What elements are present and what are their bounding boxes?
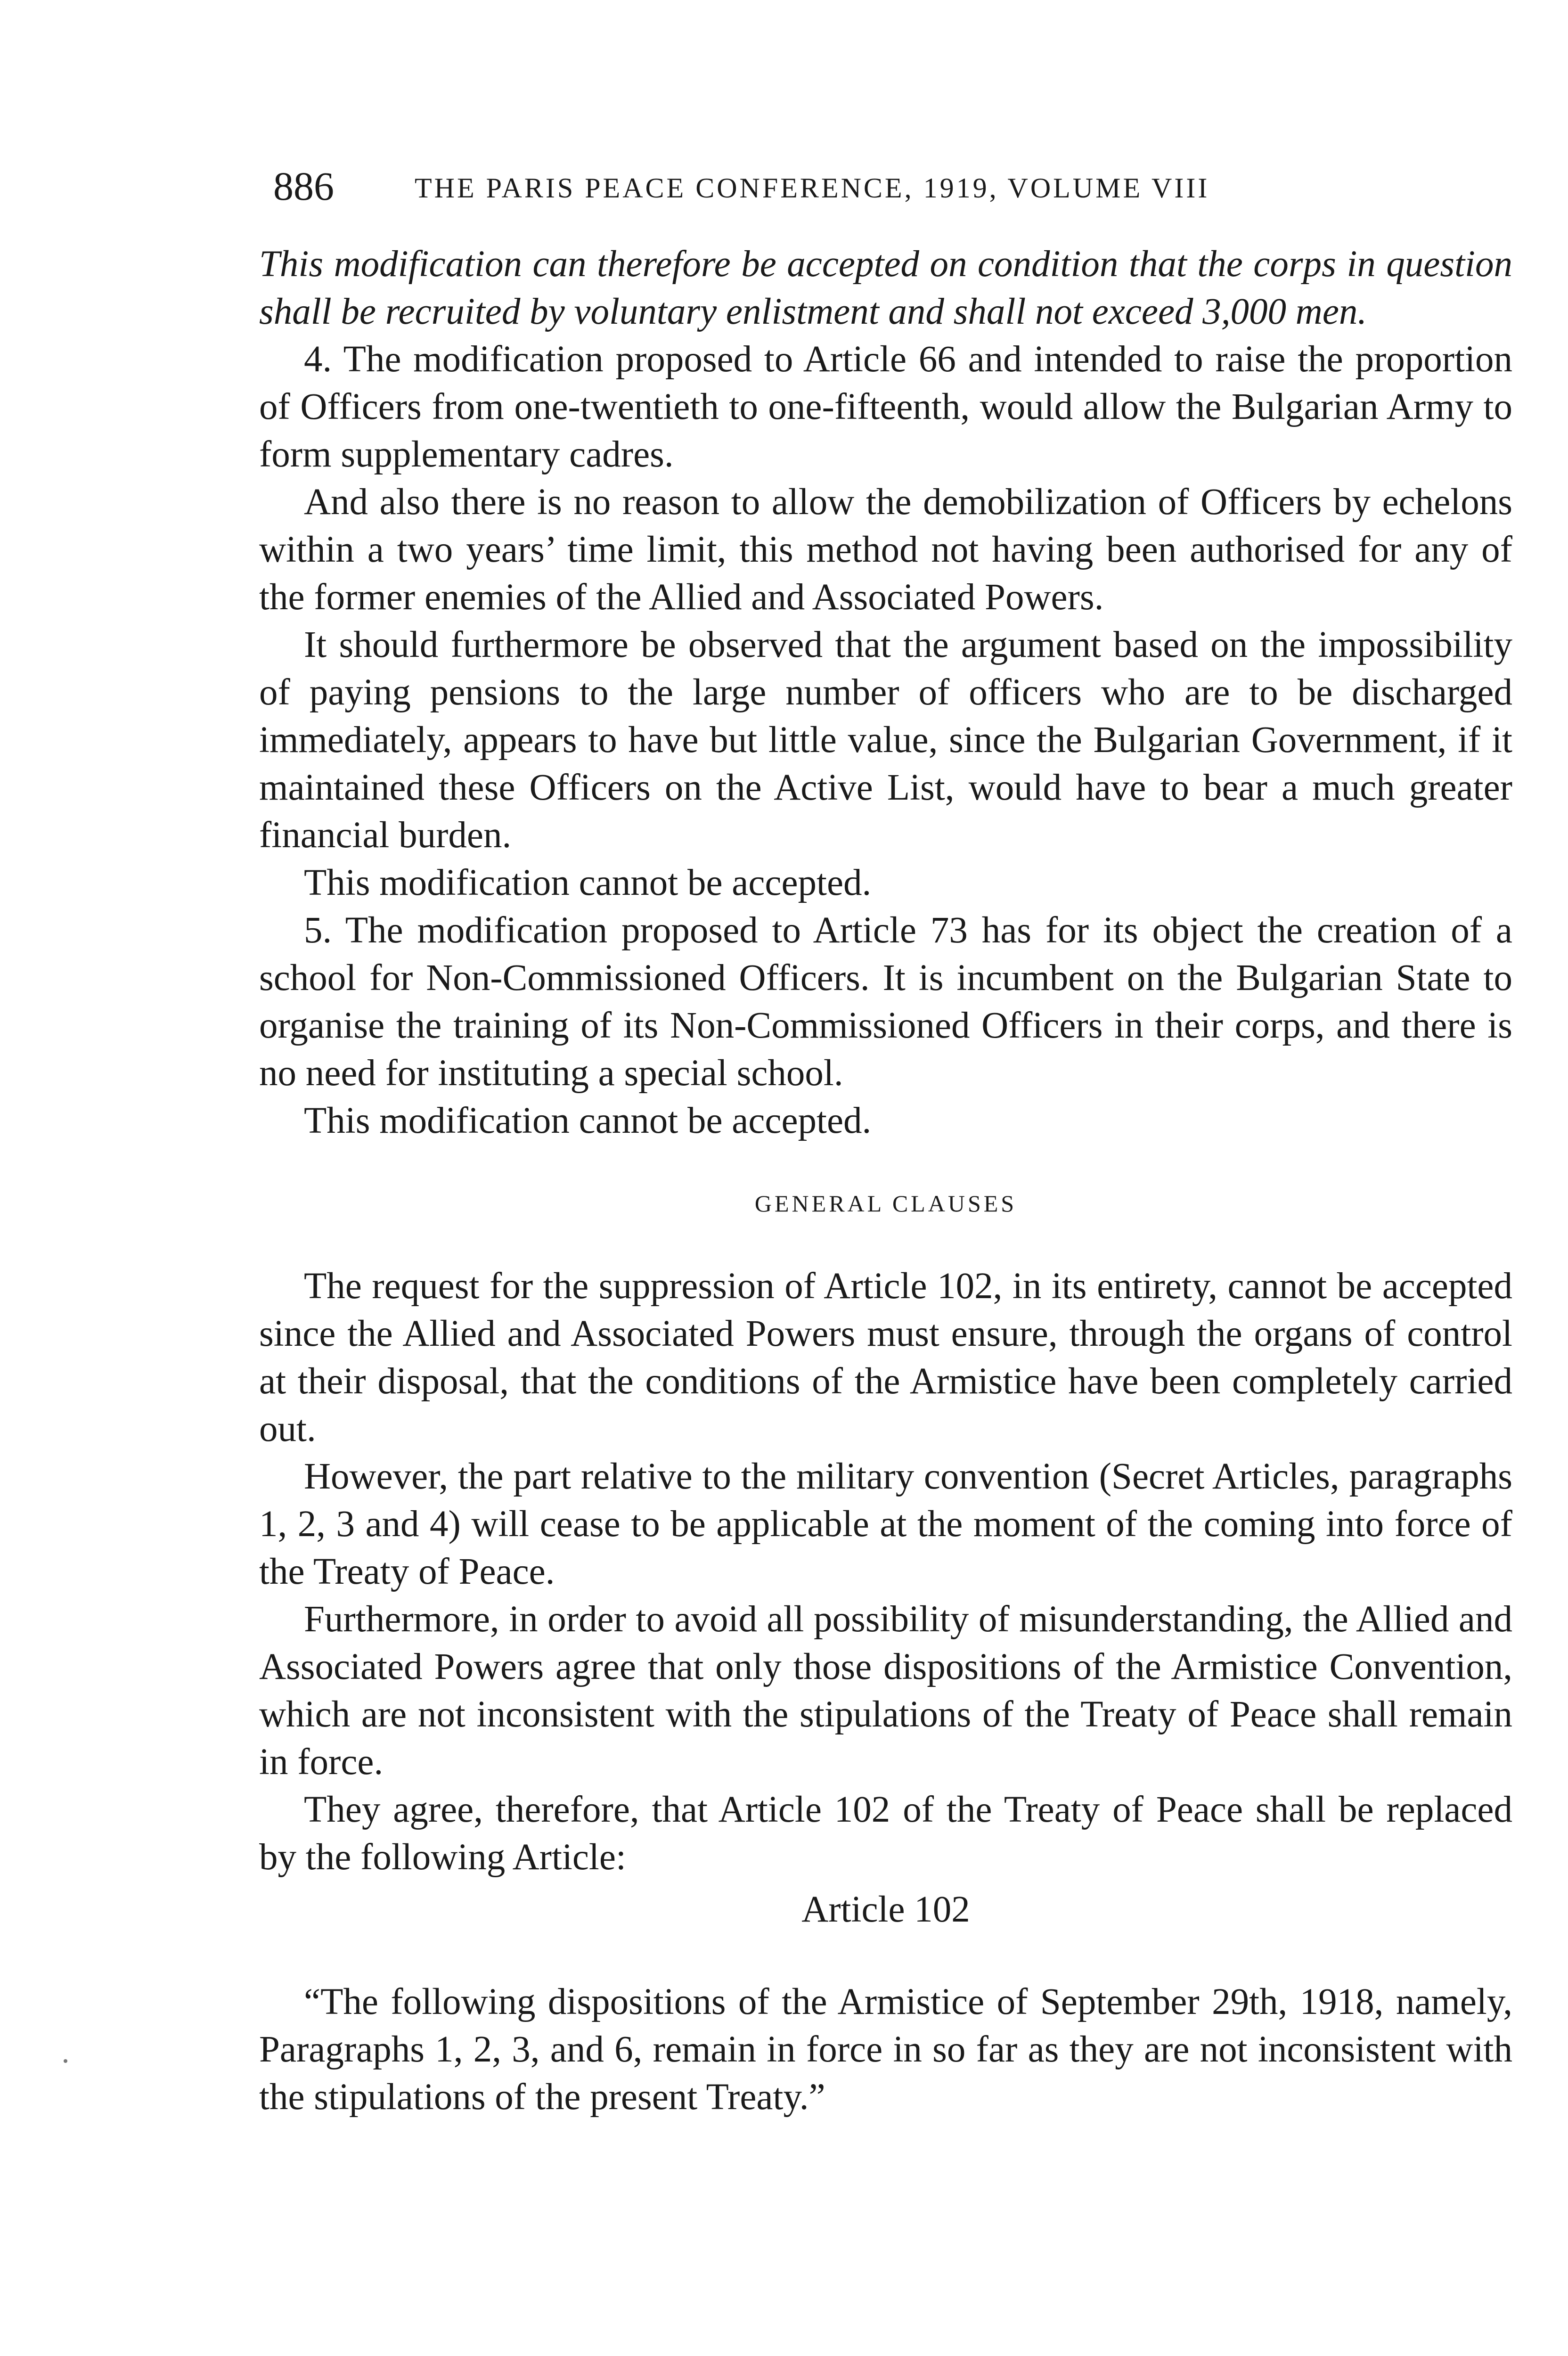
paragraph-4-demobilization: And also there is no reason to allow the demobilization of Officers by echelons within a two years’ time limit, this method not having been authorised for any of the former enemies of the Allied and Associated Powers. [259,482,1512,618]
general-clauses-paragraph-4: They agree, therefore, that Article 102 of the Treaty of Peace shall be replaced by the following Article: [259,1789,1512,1878]
running-head [259,163,1512,219]
page-number: 886 [273,164,334,209]
paragraph-4-pensions: It should furthermore be observed that the argument based on the impossibility of paying pensions to the large number of officers who are to be discharged immediately, appears to have but little value, since the Bulgarian Government, if it maintained these Officers on the Active List, would have to bear a much greater financial burden. [259,624,1512,856]
paragraph-4-conclusion: This modification cannot be accepted. [304,862,872,903]
running-title: THE PARIS PEACE CONFERENCE, 1919, VOLUME VIII [415,172,1210,204]
intro-italic-paragraph: This modification can therefore be accepted on condition that the corps in question shall be recruited by voluntary enlistment and shall not exceed 3,000 men. [259,244,1512,332]
stray-ink-dot [64,2059,67,2063]
article-102-text: “The following dispositions of the Armistice of September 29th, 1918, namely, Paragraphs 1, 2, 3, and 6, remain in force in so far as they are not inconsistent with the stipulations of the present Treaty.” [259,1981,1512,2118]
paragraph-5-conclusion: This modification cannot be accepted. [304,1100,872,1141]
general-clauses-paragraph-1: The request for the suppression of Article 102, in its entirety, cannot be accepted since the Allied and Associated Powers must ensure, through the organs of control at their disposal, that the conditions of the Armistice have been completely carried out. [259,1266,1512,1449]
paragraph-4: 4. The modification proposed to Article 66 and intended to raise the proportion of Officers from one-twentieth to one-fifteenth, would allow the Bulgarian Army to form supplementary cadres. [259,339,1512,475]
paragraph-5: 5. The modification proposed to Article 73 has for its object the creation of a school for Non-Commissioned Officers. It is incumbent on the Bulgarian State to organise the training of its Non-Commissioned Officers in their corps, and there is no need for instituting a special school. [259,910,1512,1094]
section-heading-general-clauses: GENERAL CLAUSES [754,1190,1017,1217]
general-clauses-paragraph-3: Furthermore, in order to avoid all possibility of misunderstanding, the Allied and Associated Powers agree that only those dispositions of the Armistice Convention, which are not inconsistent with the stipulations of the Treaty of Peace shall remain in force. [259,1599,1512,1783]
general-clauses-paragraph-2: However, the part relative to the military convention (Secret Articles, paragraphs 1, 2, 3 and 4) will cease to be applicable at the moment of the coming into force of the Treaty of Peace. [259,1456,1512,1592]
article-102-heading: Article 102 [801,1889,970,1930]
document-page [259,163,1512,2121]
